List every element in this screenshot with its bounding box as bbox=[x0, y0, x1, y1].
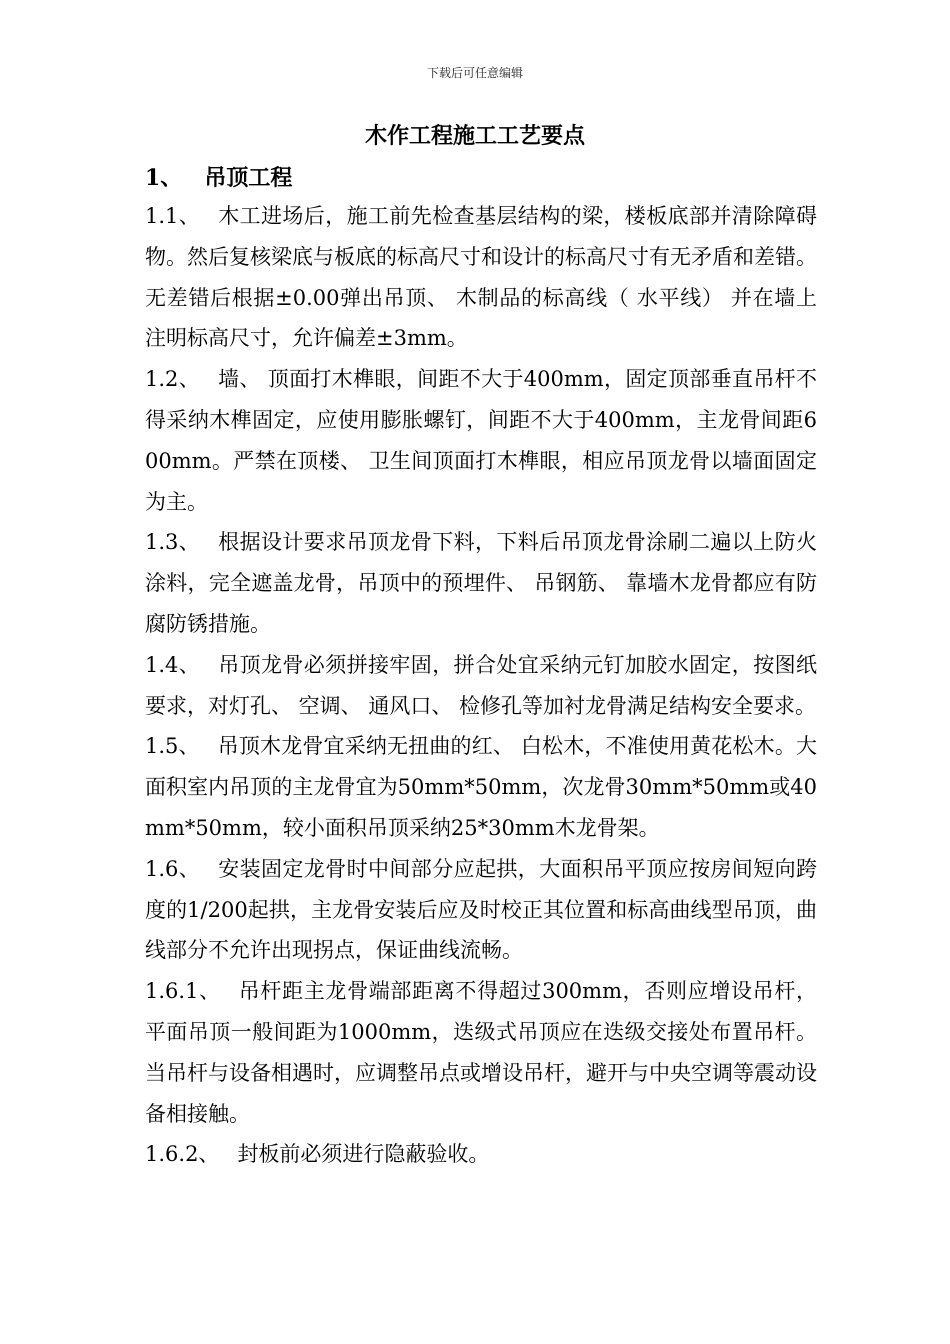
paragraph-text: 吊杆距主龙骨端部距离不得超过300mm，否则应增设吊杆，平面吊顶一般间距为1000mm，迭级式吊顶应在迭级交接处布置吊杆。当吊杆与设备相遇时，应调整吊点或增设吊杆，避开与中央空调等震动设备相接触。 bbox=[145, 979, 817, 1126]
paragraph-1-6-1 bbox=[145, 971, 817, 1134]
paragraph-1-1 bbox=[145, 196, 817, 359]
paragraph-1-4 bbox=[145, 645, 817, 727]
paragraph-number: 1.6.1、 bbox=[145, 979, 221, 1004]
paragraph-number: 1.6、 bbox=[145, 856, 201, 881]
paragraph-number: 1.6.2、 bbox=[145, 1142, 220, 1167]
section-title: 吊顶工程 bbox=[204, 165, 293, 191]
paragraph-1-3 bbox=[145, 522, 817, 644]
paragraph-text: 木工进场后，施工前先检查基层结构的梁，楼板底部并清除障碍物。然后复核梁底与板底的标高尺寸和设计的标高尺寸有无矛盾和差错。无差错后根据±0.00弹出吊顶、 木制品的标高线（ 水平线） 并在墙上注明标高尺寸，允许偏差±3mm。 bbox=[145, 204, 817, 351]
paragraph-text: 吊顶龙骨必须拼接牢固，拼合处宜采纳元钉加胶水固定，按图纸要求，对灯孔、 空调、 通风口、 检修孔等加衬龙骨满足结构安全要求。 bbox=[145, 652, 817, 718]
paragraph-number: 1.4、 bbox=[145, 652, 201, 677]
document-title: 木作工程施工工艺要点 bbox=[364, 123, 585, 149]
paragraph-number: 1.3、 bbox=[145, 530, 201, 555]
paragraph-1-6-2 bbox=[145, 1134, 817, 1175]
paragraph-1-5 bbox=[145, 726, 817, 848]
body-text bbox=[145, 196, 817, 1175]
section-heading bbox=[145, 160, 292, 196]
paragraph-text: 根据设计要求吊顶龙骨下料，下料后吊顶龙骨涂刷二遍以上防火涂料，完全遮盖龙骨，吊顶中的预埋件、 吊钢筋、 靠墙木龙骨都应有防腐防锈措施。 bbox=[145, 530, 817, 636]
paragraph-text: 安装固定龙骨时中间部分应起拱，大面积吊平顶应按房间短向跨度的1/200起拱，主龙骨安装后应及时校正其位置和标高曲线型吊顶，曲线部分不允许出现拐点，保证曲线流畅。 bbox=[145, 856, 817, 963]
paragraph-1-2 bbox=[145, 359, 817, 522]
paragraph-1-6 bbox=[145, 849, 817, 971]
paragraph-number: 1.2、 bbox=[145, 367, 201, 392]
section-number: 1、 bbox=[145, 165, 183, 191]
paragraph-number: 1.5、 bbox=[145, 734, 200, 759]
paragraph-text: 吊顶木龙骨宜采纳无扭曲的红、 白松木，不准使用黄花松木。大面积室内吊顶的主龙骨宜为50mm*50mm，次龙骨30mm*50mm或40mm*50mm，较小面积吊顶采纳25*30mm木龙骨架。 bbox=[145, 734, 817, 840]
paragraph-text: 封板前必须进行隐蔽验收。 bbox=[237, 1142, 490, 1167]
paragraph-text: 墙、 顶面打木榫眼，间距不大于400mm，固定顶部垂直吊杆不得采纳木榫固定，应使用膨胀螺钉，间距不大于400mm，主龙骨间距600mm。严禁在顶楼、 卫生间顶面打木榫眼，相应吊顶龙骨以墙面固定为主。 bbox=[145, 367, 817, 514]
header-note: 下载后可任意编辑 bbox=[426, 66, 523, 80]
paragraph-number: 1.1、 bbox=[145, 204, 201, 228]
